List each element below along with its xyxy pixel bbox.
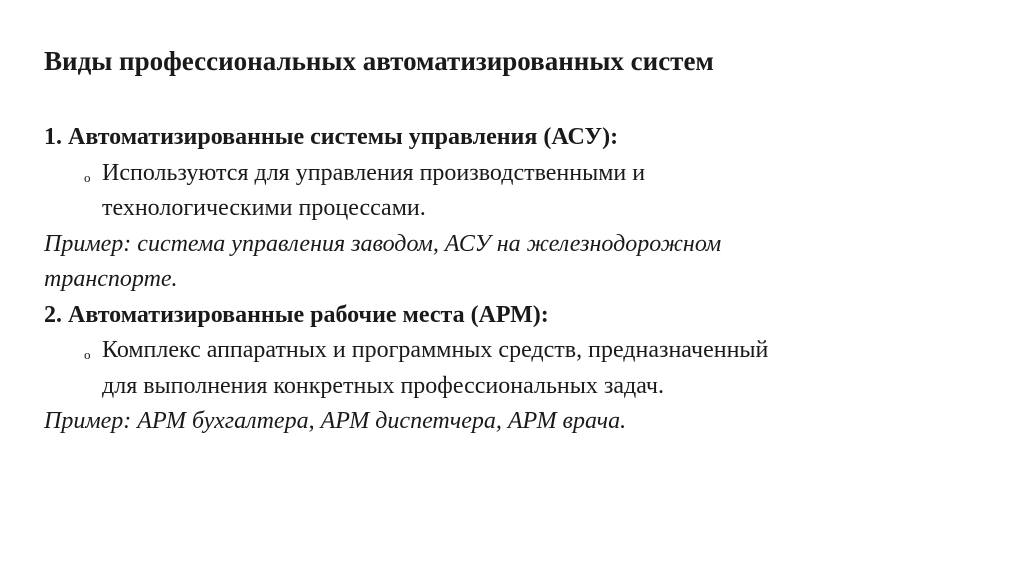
bullet-item — [44, 156, 984, 227]
slide-title: Виды профессиональных автоматизированных систем — [44, 46, 714, 76]
section-heading: 2. Автоматизированные рабочие места (АРМ): — [44, 301, 549, 328]
example-text-line: Пример: система управления заводом, АСУ на железнодорожном — [44, 230, 722, 257]
bullet-circle-icon: o — [84, 347, 91, 362]
bullet-text-line: для выполнения конкретных профессиональных задач. — [102, 372, 664, 399]
bullet-text-line: технологическими процессами. — [102, 195, 426, 221]
example-text-line: транспорте. — [44, 266, 178, 292]
example-text — [44, 404, 984, 440]
section-arm — [44, 298, 984, 440]
section-asu — [44, 120, 984, 298]
bullet-circle-icon: o — [84, 169, 91, 185]
bullet-text-line: Комплекс аппаратных и программных средств, предназначенный — [102, 337, 769, 363]
example-text-line: Пример: АРМ бухгалтера, АРМ диспетчера, АРМ врача. — [44, 408, 627, 434]
section-heading: 1. Автоматизированные системы управления (АСУ): — [44, 124, 619, 150]
bullet-text-line: Используются для управления производственными и — [102, 159, 646, 186]
slide-content — [44, 120, 984, 440]
example-text — [44, 227, 984, 298]
bullet-item — [44, 333, 984, 404]
